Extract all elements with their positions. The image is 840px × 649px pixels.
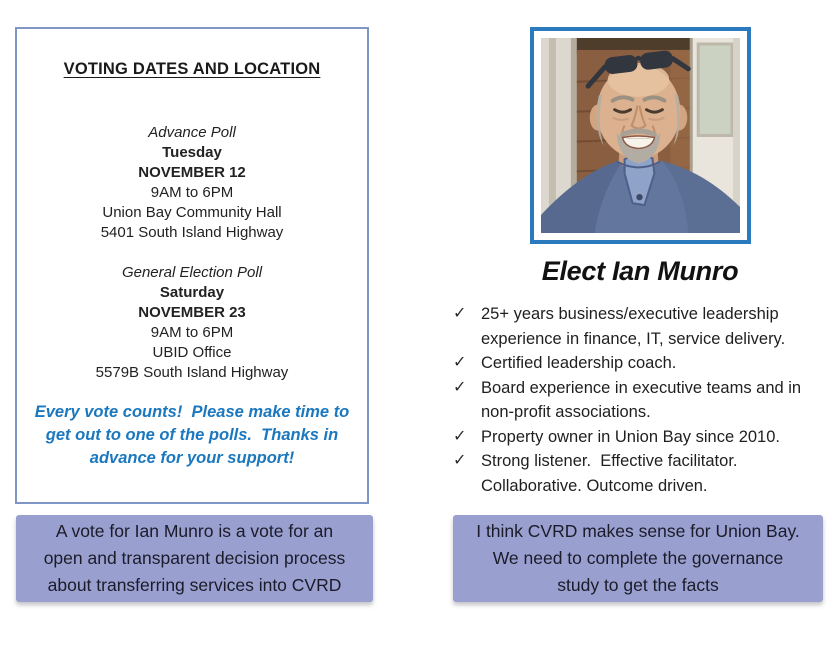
bullet-item [453, 449, 833, 498]
bullet-line: 25+ years business/executive leadership [481, 305, 779, 323]
general-poll-venue: UBID Office [152, 344, 232, 361]
bullet-item [453, 302, 833, 351]
vote-message-line: Every vote counts! Please make time to [34, 403, 350, 421]
quote-line: about transferring services into CVRD [47, 575, 342, 595]
candidate-bullets [453, 302, 833, 498]
voting-box-title: VOTING DATES AND LOCATION [63, 60, 321, 78]
quote-box-right [453, 515, 823, 602]
bullet-item [453, 376, 833, 425]
quote-line: study to get the facts [557, 575, 719, 595]
check-icon: ✓ [453, 378, 467, 396]
advance-poll-day: Tuesday [162, 144, 222, 161]
vote-message-line: get out to one of the polls. Thanks in [45, 426, 339, 444]
advance-poll-venue: Union Bay Community Hall [102, 204, 282, 221]
candidate-portrait-illustration [541, 38, 740, 233]
check-icon: ✓ [453, 452, 467, 469]
general-poll-time: 9AM to 6PM [150, 324, 234, 341]
general-poll-block [17, 263, 367, 383]
general-poll-label: General Election Poll [121, 264, 263, 281]
bullet-line: experience in finance, IT, service delivery. [481, 329, 786, 348]
quote-line: A vote for Ian Munro is a vote for an [55, 521, 334, 541]
bullet-line: Property owner in Union Bay since 2010. [481, 427, 780, 446]
bullet-item [453, 351, 833, 376]
general-poll-address: 5579B South Island Highway [95, 364, 289, 381]
candidate-photo [530, 27, 751, 244]
candidate-title: Elect Ian Munro [541, 256, 739, 286]
vote-message [17, 401, 367, 470]
voting-dates-box [15, 27, 369, 504]
bullet-text [481, 376, 833, 425]
bullet-line: Strong listener. Effective facilitator. [481, 452, 738, 470]
bullet-line: Board experience in executive teams and in [481, 378, 802, 397]
vote-message-line: advance for your support! [89, 449, 295, 467]
bullet-text [481, 351, 833, 376]
advance-poll-block [17, 123, 367, 243]
bullet-text [481, 449, 833, 498]
bullet-text [481, 302, 833, 351]
bullet-item [453, 425, 833, 450]
bullet-text [481, 425, 833, 450]
quote-line: open and transparent decision process [43, 548, 346, 568]
general-poll-date: NOVEMBER 23 [138, 304, 246, 321]
advance-poll-date: NOVEMBER 12 [138, 164, 246, 181]
advance-poll-address: 5401 South Island Highway [100, 224, 284, 241]
advance-poll-time: 9AM to 6PM [150, 184, 234, 201]
check-icon: ✓ [453, 354, 467, 371]
quote-line: We need to complete the governance [492, 548, 784, 568]
bullet-line: non-profit associations. [481, 403, 651, 421]
quote-box-left [16, 515, 373, 602]
bullet-line: Collaborative. Outcome driven. [481, 476, 708, 495]
check-icon: ✓ [453, 427, 467, 445]
advance-poll-label: Advance Poll [148, 124, 236, 141]
check-icon: ✓ [453, 305, 467, 322]
bullet-line: Certified leadership coach. [481, 354, 677, 372]
general-poll-day: Saturday [159, 284, 225, 301]
quote-line: I think CVRD makes sense for Union Bay. [476, 521, 800, 541]
